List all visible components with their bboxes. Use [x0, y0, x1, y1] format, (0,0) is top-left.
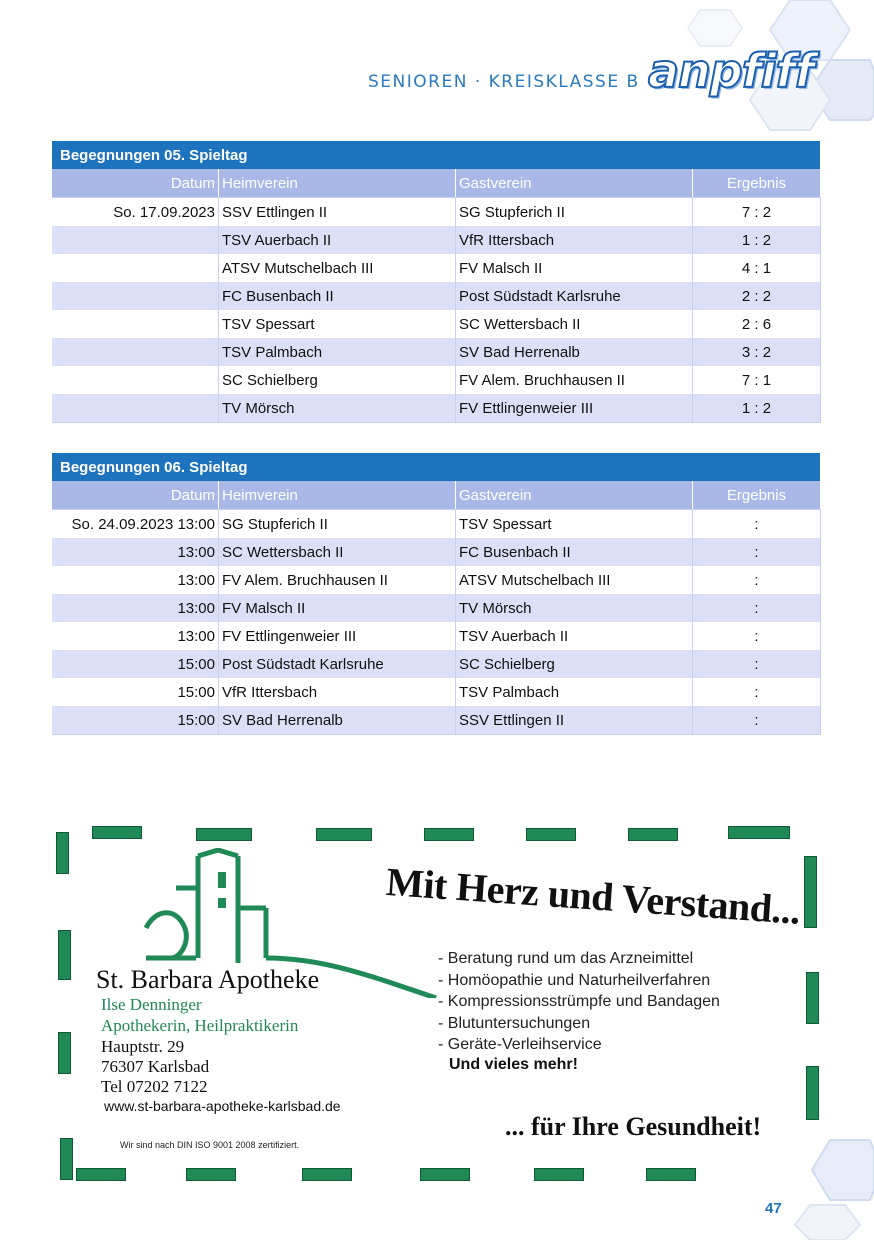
table-row — [52, 282, 821, 310]
home-team: TSV Spessart — [219, 310, 456, 338]
ad-more: Und vieles mehr! — [449, 1056, 578, 1073]
table-row — [52, 254, 821, 282]
page-number: 47 — [765, 1200, 782, 1217]
ad-services-list — [438, 948, 720, 1056]
border-dash — [534, 1168, 584, 1181]
border-dash — [56, 832, 69, 874]
table-row — [52, 310, 821, 338]
matchday-5-table — [52, 141, 821, 423]
home-team: TV Mörsch — [219, 394, 456, 423]
match-date: 13:00 — [52, 538, 219, 566]
border-dash — [420, 1168, 470, 1181]
guest-team: FV Malsch II — [456, 254, 693, 282]
col-home: Heimverein — [219, 169, 456, 198]
match-result: 2 : 6 — [693, 310, 821, 338]
guest-team: VfR Ittersbach — [456, 226, 693, 254]
match-date — [52, 338, 219, 366]
ad-closing: ... für Ihre Gesundheit! — [505, 1112, 762, 1141]
match-result: : — [693, 650, 821, 678]
service-item: - Kompressionsstrümpfe und Bandagen — [438, 993, 720, 1010]
border-dash — [92, 826, 142, 839]
home-team: FV Ettlingenweier III — [219, 622, 456, 650]
match-date: 13:00 — [52, 622, 219, 650]
border-dash — [302, 1168, 352, 1181]
match-result: : — [693, 706, 821, 735]
match-date — [52, 394, 219, 423]
col-result: Ergebnis — [693, 169, 821, 198]
guest-team: SC Wettersbach II — [456, 310, 693, 338]
home-team: TSV Palmbach — [219, 338, 456, 366]
matchday-6-table — [52, 453, 821, 735]
border-dash — [646, 1168, 696, 1181]
table-row — [52, 622, 821, 650]
match-date — [52, 254, 219, 282]
table-row — [52, 338, 821, 366]
home-team: TSV Auerbach II — [219, 226, 456, 254]
match-result: : — [693, 594, 821, 622]
guest-team: ATSV Mutschelbach III — [456, 566, 693, 594]
match-date — [52, 310, 219, 338]
match-date — [52, 226, 219, 254]
match-date: So. 17.09.2023 — [52, 198, 219, 227]
border-dash — [58, 930, 71, 980]
border-dash — [728, 826, 790, 839]
service-item: - Homöopathie und Naturheilverfahren — [438, 971, 711, 989]
match-date: 15:00 — [52, 650, 219, 678]
match-result: : — [693, 678, 821, 706]
match-date: 13:00 — [52, 566, 219, 594]
table-row — [52, 538, 821, 566]
table-row — [52, 706, 821, 735]
match-date: So. 24.09.2023 13:00 — [52, 510, 219, 539]
home-team: FV Alem. Bruchhausen II — [219, 566, 456, 594]
service-item: - Beratung rund um das Arzneimittel — [438, 950, 694, 967]
border-dash — [58, 1032, 71, 1074]
guest-team: TV Mörsch — [456, 594, 693, 622]
guest-team: SC Schielberg — [456, 650, 693, 678]
matchday-6-title: Begegnungen 06. Spieltag — [52, 453, 821, 481]
home-team: ATSV Mutschelbach III — [219, 254, 456, 282]
home-team: SSV Ettlingen II — [219, 198, 456, 227]
match-result: 7 : 2 — [693, 198, 821, 227]
col-guest: Gastverein — [456, 481, 693, 510]
guest-team: FV Ettlingenweier III — [456, 394, 693, 423]
border-dash — [804, 856, 817, 928]
pharmacy-phone: Tel 07202 7122 — [101, 1077, 208, 1096]
guest-team: SG Stupferich II — [456, 198, 693, 227]
home-team: SC Schielberg — [219, 366, 456, 394]
pharmacy-website[interactable]: www.st-barbara-apotheke-karlsbad.de — [104, 1098, 341, 1114]
home-team: FV Malsch II — [219, 594, 456, 622]
table-row — [52, 566, 821, 594]
col-result: Ergebnis — [693, 481, 821, 510]
table-row — [52, 366, 821, 394]
match-date: 13:00 — [52, 594, 219, 622]
table-row — [52, 394, 821, 423]
match-result: : — [693, 538, 821, 566]
brand-logo: anpfiff — [648, 44, 814, 98]
table-row — [52, 510, 821, 539]
guest-team: TSV Palmbach — [456, 678, 693, 706]
match-date — [52, 366, 219, 394]
guest-team: FC Busenbach II — [456, 538, 693, 566]
match-result: : — [693, 510, 821, 539]
border-dash — [806, 972, 819, 1024]
guest-team: SV Bad Herrenalb — [456, 338, 693, 366]
col-date: Datum — [52, 481, 219, 510]
match-result: 7 : 1 — [693, 366, 821, 394]
col-guest: Gastverein — [456, 169, 693, 198]
match-result: : — [693, 622, 821, 650]
pharmacy-city: 76307 Karlsbad — [101, 1057, 210, 1076]
border-dash — [76, 1168, 126, 1181]
border-dash — [60, 1138, 73, 1180]
table-row — [52, 650, 821, 678]
guest-team: SSV Ettlingen II — [456, 706, 693, 735]
match-result: 3 : 2 — [693, 338, 821, 366]
match-date: 15:00 — [52, 706, 219, 735]
home-team: VfR Ittersbach — [219, 678, 456, 706]
border-dash — [526, 828, 576, 841]
border-dash — [806, 1066, 819, 1120]
table-row — [52, 226, 821, 254]
certification-note: Wir sind nach DIN ISO 9001 2008 zertifiziert. — [120, 1140, 300, 1150]
border-dash — [196, 828, 252, 841]
guest-team: FV Alem. Bruchhausen II — [456, 366, 693, 394]
table-row — [52, 678, 821, 706]
matchday-5-title: Begegnungen 05. Spieltag — [52, 141, 821, 169]
match-result: 1 : 2 — [693, 226, 821, 254]
pharmacy-name: St. Barbara Apotheke — [96, 965, 320, 994]
match-result: 4 : 1 — [693, 254, 821, 282]
home-team: SC Wettersbach II — [219, 538, 456, 566]
table-row — [52, 594, 821, 622]
guest-team: Post Südstadt Karlsruhe — [456, 282, 693, 310]
border-dash — [628, 828, 678, 841]
match-date — [52, 282, 219, 310]
match-result: 2 : 2 — [693, 282, 821, 310]
home-team: FC Busenbach II — [219, 282, 456, 310]
pharmacy-role: Apothekerin, Heilpraktikerin — [101, 1016, 299, 1035]
pharmacy-owner: Ilse Denninger — [101, 995, 202, 1014]
border-dash — [316, 828, 372, 841]
pharmacy-street: Hauptstr. 29 — [101, 1037, 185, 1056]
home-team: SV Bad Herrenalb — [219, 706, 456, 735]
ad-slogan: Mit Herz und Verstand... — [384, 858, 802, 933]
border-dash — [186, 1168, 236, 1181]
col-date: Datum — [52, 169, 219, 198]
service-item: - Geräte-Verleihservice — [438, 1036, 602, 1053]
match-date: 15:00 — [52, 678, 219, 706]
guest-team: TSV Spessart — [456, 510, 693, 539]
border-dash — [424, 828, 474, 841]
section-title: SENIOREN · KREISKLASSE B — [368, 72, 640, 92]
home-team: SG Stupferich II — [219, 510, 456, 539]
service-item: - Blutuntersuchungen — [438, 1014, 591, 1032]
match-result: 1 : 2 — [693, 394, 821, 423]
home-team: Post Südstadt Karlsruhe — [219, 650, 456, 678]
table-row — [52, 198, 821, 227]
guest-team: TSV Auerbach II — [456, 622, 693, 650]
match-result: : — [693, 566, 821, 594]
col-home: Heimverein — [219, 481, 456, 510]
